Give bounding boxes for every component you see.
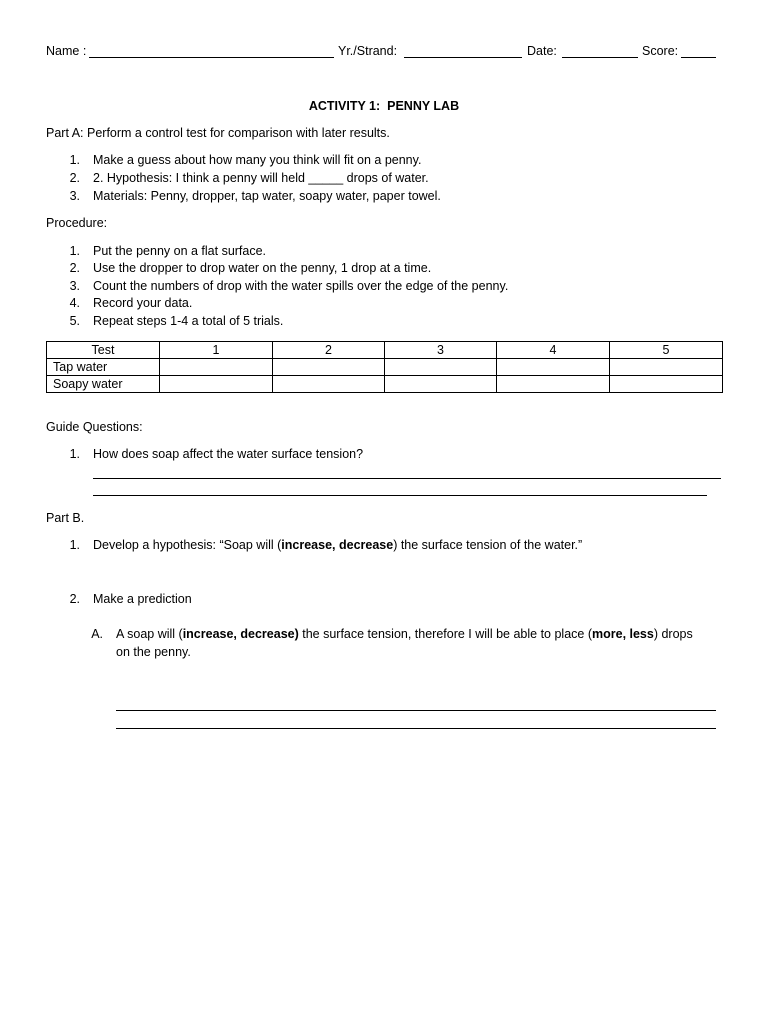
answer-line[interactable] — [93, 495, 707, 496]
part-b-question-2: Make a prediction — [93, 592, 192, 606]
sub-item-letter: A. — [91, 627, 103, 641]
table-header-row — [47, 342, 723, 359]
part-a-heading: Part A: Perform a control test for comparison with later results. — [46, 126, 390, 140]
list-number: 4. — [69, 296, 80, 310]
list-number: 3. — [69, 189, 80, 203]
score-blank[interactable] — [681, 57, 716, 58]
guide-heading: Guide Questions: — [46, 420, 143, 434]
date-label: Date: — [527, 44, 557, 58]
table-cell[interactable] — [497, 376, 610, 393]
table-cell[interactable] — [610, 376, 723, 393]
table-cell[interactable] — [160, 359, 273, 376]
list-number: 2. — [69, 261, 80, 275]
name-label: Name : — [46, 44, 87, 58]
list-number: 2. — [69, 592, 80, 606]
hypothesis-text: ) the surface tension of the water.” — [393, 538, 583, 552]
list-number: 5. — [69, 314, 80, 328]
answer-line[interactable] — [93, 478, 721, 479]
prediction-text-line2: on the penny. — [116, 645, 191, 659]
list-item: Materials: Penny, dropper, tap water, soapy water, paper towel. — [93, 189, 441, 203]
table-row-label: Tap water — [47, 359, 160, 376]
table-header-cell: 5 — [610, 342, 723, 359]
page-title: ACTIVITY 1: PENNY LAB — [308, 99, 460, 113]
list-number: 2. — [69, 171, 80, 185]
table-cell[interactable] — [160, 376, 273, 393]
prediction-options: more, less — [592, 627, 654, 641]
table-header-cell: 2 — [273, 342, 385, 359]
strand-blank[interactable] — [404, 57, 522, 58]
hypothesis-options: increase, decrease — [281, 538, 394, 552]
list-item: Repeat steps 1-4 a total of 5 trials. — [93, 314, 284, 328]
table-row — [47, 359, 723, 376]
list-number: 1. — [69, 153, 80, 167]
list-item: 2. Hypothesis: I think a penny will held _____ drops of water. — [93, 171, 429, 185]
prediction-text: A soap will ( — [116, 627, 183, 641]
list-item: Use the dropper to drop water on the penny, 1 drop at a time. — [93, 261, 432, 275]
table-header-cell: 3 — [385, 342, 497, 359]
table-cell[interactable] — [385, 376, 497, 393]
date-blank[interactable] — [562, 57, 638, 58]
list-item: Put the penny on a flat surface. — [93, 244, 267, 258]
table-cell[interactable] — [497, 359, 610, 376]
prediction-text: ) drops — [653, 627, 693, 641]
data-table — [46, 341, 723, 393]
list-number: 1. — [69, 538, 80, 552]
table-row-label: Soapy water — [47, 376, 160, 393]
table-cell[interactable] — [273, 376, 385, 393]
list-number: 1. — [69, 447, 80, 461]
answer-line[interactable] — [116, 710, 716, 711]
hypothesis-text: Develop a hypothesis: “Soap will ( — [93, 538, 282, 552]
answer-line[interactable] — [116, 728, 716, 729]
table-cell[interactable] — [385, 359, 497, 376]
list-number: 3. — [69, 279, 80, 293]
list-item: Make a guess about how many you think will fit on a penny. — [93, 153, 422, 167]
list-item: Count the numbers of drop with the water spills over the edge of the penny. — [93, 279, 509, 293]
list-item: Record your data. — [93, 296, 193, 310]
prediction-text: the surface tension, therefore I will be able to place ( — [298, 627, 592, 641]
part-b-question-1 — [93, 538, 582, 552]
prediction-options: increase, decrease) — [182, 627, 299, 641]
strand-label: Yr./Strand: — [338, 44, 398, 58]
table-cell[interactable] — [273, 359, 385, 376]
table-header-cell: Test — [47, 342, 160, 359]
table-cell[interactable] — [610, 359, 723, 376]
procedure-heading: Procedure: — [46, 216, 108, 230]
name-blank[interactable] — [89, 57, 334, 58]
part-b-heading: Part B. — [46, 511, 85, 525]
table-row — [47, 376, 723, 393]
list-number: 1. — [69, 244, 80, 258]
table-header-cell: 4 — [497, 342, 610, 359]
guide-question-1: How does soap affect the water surface tension? — [93, 447, 364, 461]
score-label: Score: — [642, 44, 679, 58]
table-header-cell: 1 — [160, 342, 273, 359]
prediction-sentence — [116, 627, 693, 641]
